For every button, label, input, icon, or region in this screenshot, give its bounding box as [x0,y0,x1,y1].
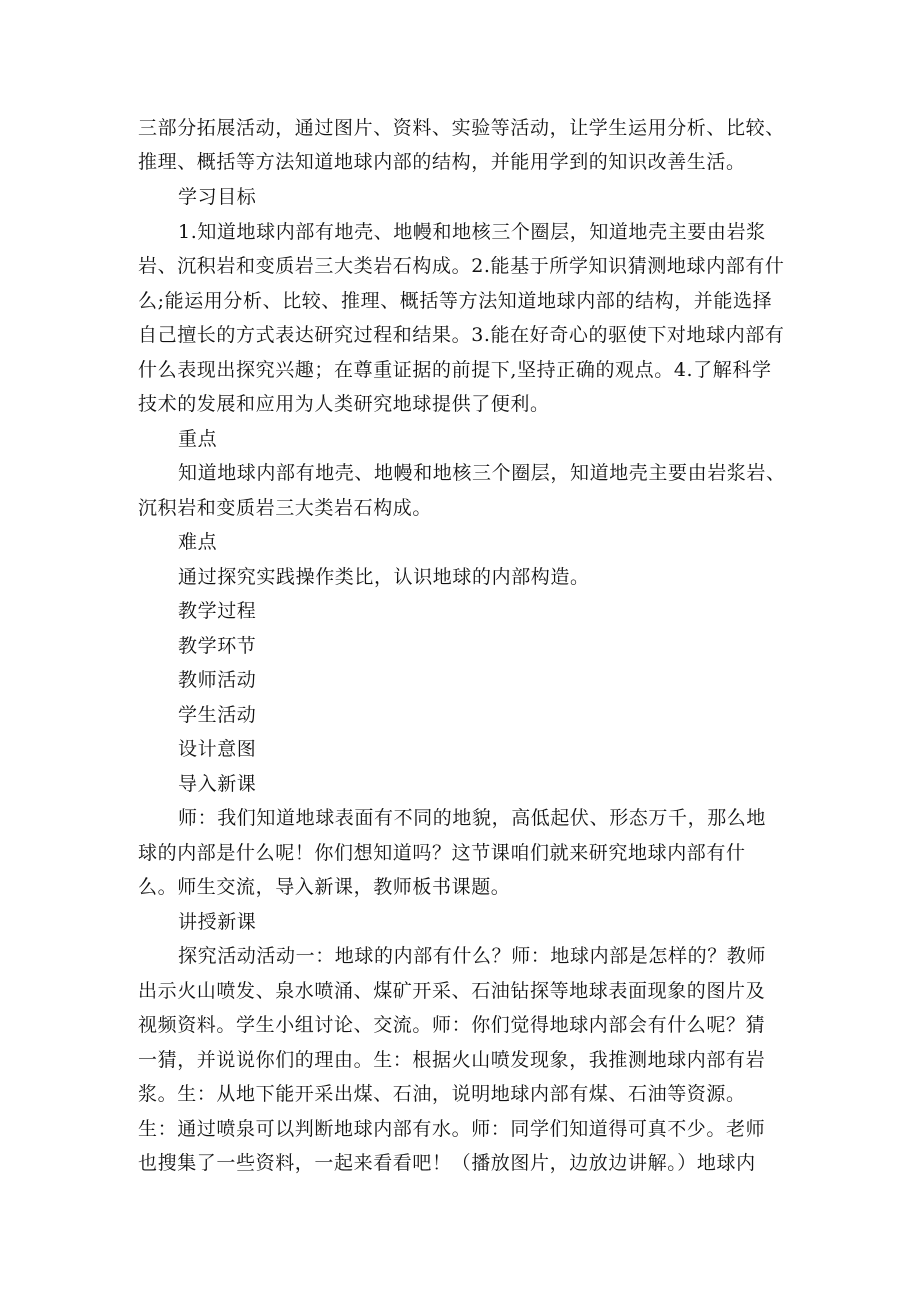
text-line: 浆。生：从地下能开采出煤、石油，说明地球内部有煤、石油等资源。 [138,1083,746,1105]
text-line: 出示火山喷发、泉水喷涌、煤矿开采、石油钻探等地球表面现象的图片及 [138,980,766,1002]
text-line: 什么表现出探究兴趣；在尊重证据的前提下,坚持正确的观点。4.了解科学 [138,359,772,381]
section-heading: 讲授新课 [178,911,257,933]
text-line: 也搜集了一些资料，一起来看看吧！（播放图片，边放边讲解。）地球内 [138,1152,756,1174]
section-heading: 设计意图 [178,738,257,760]
text-line: 1.知道地球内部有地壳、地幔和地核三个圈层，知道地壳主要由岩浆 [178,221,766,243]
text-line: 自己擅长的方式表达研究过程和结果。3.能在好奇心的驱使下对地球内部有 [138,324,785,346]
text-line: 球的内部是什么呢！你们想知道吗？这节课咱们就来研究地球内部有什 [138,842,746,864]
section-heading: 教师活动 [178,669,257,691]
text-line: 么。师生交流，导入新课，教师板书课题。 [138,876,511,898]
text-line: 沉积岩和变质岩三大类岩石构成。 [138,497,433,519]
text-line: 师：我们知道地球表面有不同的地貌，高低起伏、形态万千，那么地 [178,807,767,829]
section-heading: 难点 [178,531,218,553]
section-heading: 学习目标 [178,186,257,208]
text-line: 生：通过喷泉可以判断地球内部有水。师：同学们知道得可真不少。老师 [138,1118,766,1140]
text-line: 推理、概括等方法知道地球内部的结构，并能用学到的知识改善生活。 [138,151,746,173]
text-line: 视频资料。学生小组讨论、交流。师：你们觉得地球内部会有什么呢？猜 [138,1014,766,1036]
text-line: 么;能运用分析、比较、推理、概括等方法知道地球内部的结构，并能选择 [138,290,773,312]
section-heading: 教学过程 [178,600,257,622]
text-line: 知道地球内部有地壳、地幔和地核三个圈层，知道地壳主要由岩浆岩、 [178,462,786,484]
section-heading: 教学环节 [178,635,257,657]
text-line: 通过探究实践操作类比，认识地球的内部构造。 [178,566,590,588]
section-heading: 导入新课 [178,773,257,795]
text-line: 三部分拓展活动，通过图片、资料、实验等活动，让学生运用分析、比较、 [138,117,785,139]
section-heading: 重点 [178,428,218,450]
section-heading: 学生活动 [178,704,257,726]
text-line: 一猜，并说说你们的理由。生：根据火山喷发现象，我推测地球内部有岩 [138,1049,766,1071]
text-line: 探究活动活动一：地球的内部有什么？师：地球内部是怎样的？教师 [178,945,767,967]
text-line: 岩、沉积岩和变质岩三大类岩石构成。2.能基于所学知识猜测地球内部有什 [138,255,785,277]
text-line: 技术的发展和应用为人类研究地球提供了便利。 [138,393,550,415]
